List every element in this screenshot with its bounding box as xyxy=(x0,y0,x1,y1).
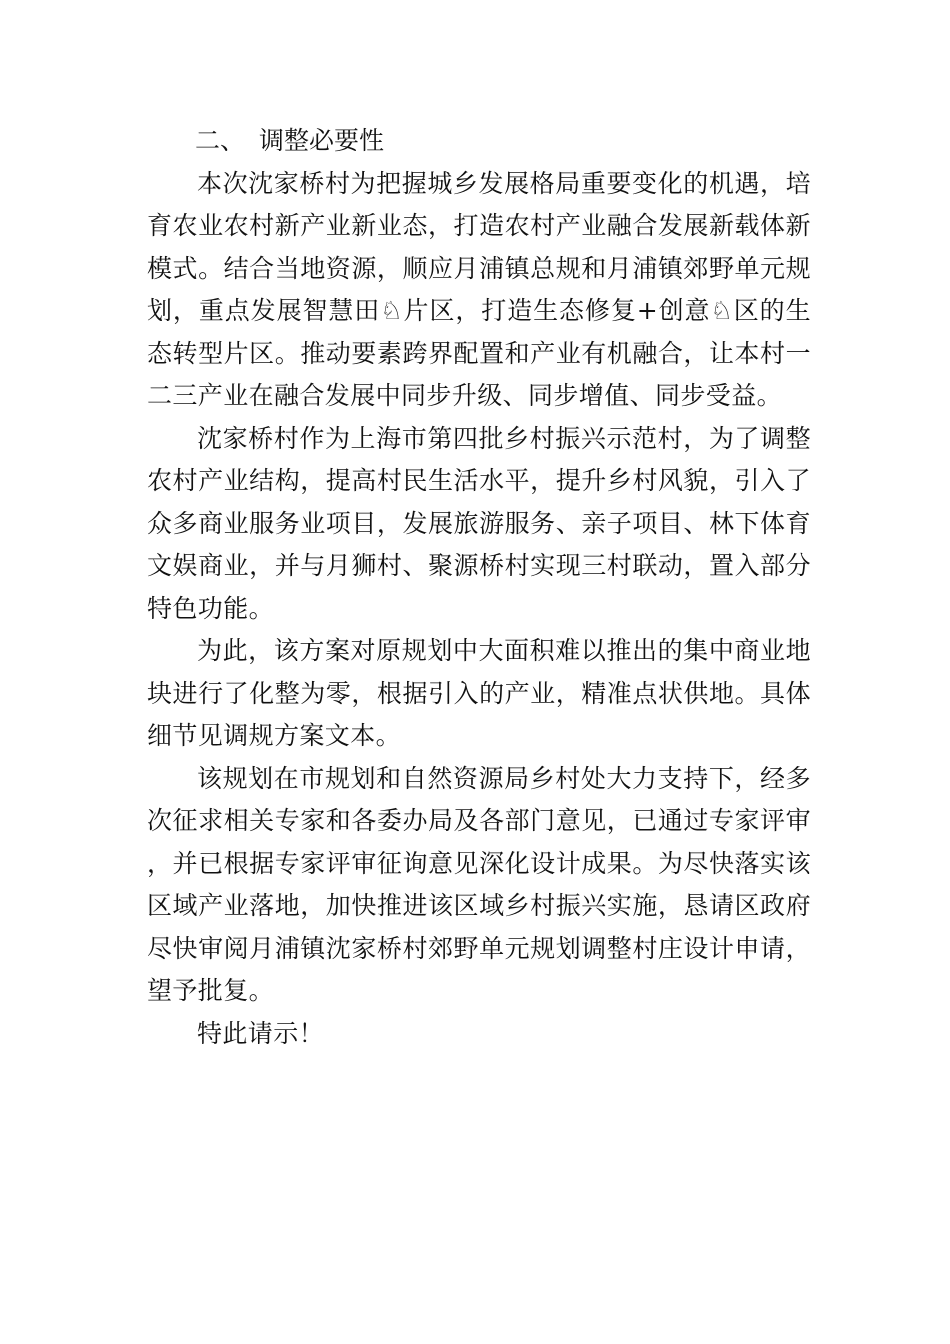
section-title: 调整必要性 xyxy=(259,126,385,155)
section-number: 二、 xyxy=(195,126,246,155)
paragraph-2: 沈家桥村作为上海市第四批乡村振兴示范村，为了调整农村产业结构，提高村民生活水平，提升乡村风貌，引入了众多商业服务业项目，发展旅游服务、亲子项目、林下体育文娱商业，并与月狮村、聚源桥村实现三村联动，置入部分特色功能。 xyxy=(147,423,811,623)
paragraph-3: 为此，该方案对原规划中大面积难以推出的集中商业地块进行了化整为零，根据引入的产业，精准点状供地。具体细节见调规方案文本。 xyxy=(147,636,811,750)
closing-line: 特此请示！ xyxy=(197,1018,325,1048)
paragraph-4: 该规划在市规划和自然资源局乡村处大力支持下，经多次征求相关专家和各委办局及各部门意见，已通过专家评审，并已根据专家评审征询意见深化设计成果。为尽快落实该区域产业落地，加快推进该区域乡村振兴实施，恳请区政府尽快审阅月浦镇沈家桥村郊野单元规划调整村庄设计申请，望予批复。 xyxy=(147,763,811,1005)
document-body xyxy=(147,120,811,1055)
paragraph-1: 本次沈家桥村为把握城乡发展格局重要变化的机遇，培育农业农村新产业新业态，打造农村产业融合发展新载体新模式。结合当地资源，顺应月浦镇总规和月浦镇郊野单元规划，重点发展智慧田♘片区，打造生态修复+创意♘区的生态转型片区。推动要素跨界配置和产业有机融合，让本村一二三产业在融合发展中同步升级、同步增值、同步受益。 xyxy=(147,168,811,410)
section-heading xyxy=(147,120,811,163)
